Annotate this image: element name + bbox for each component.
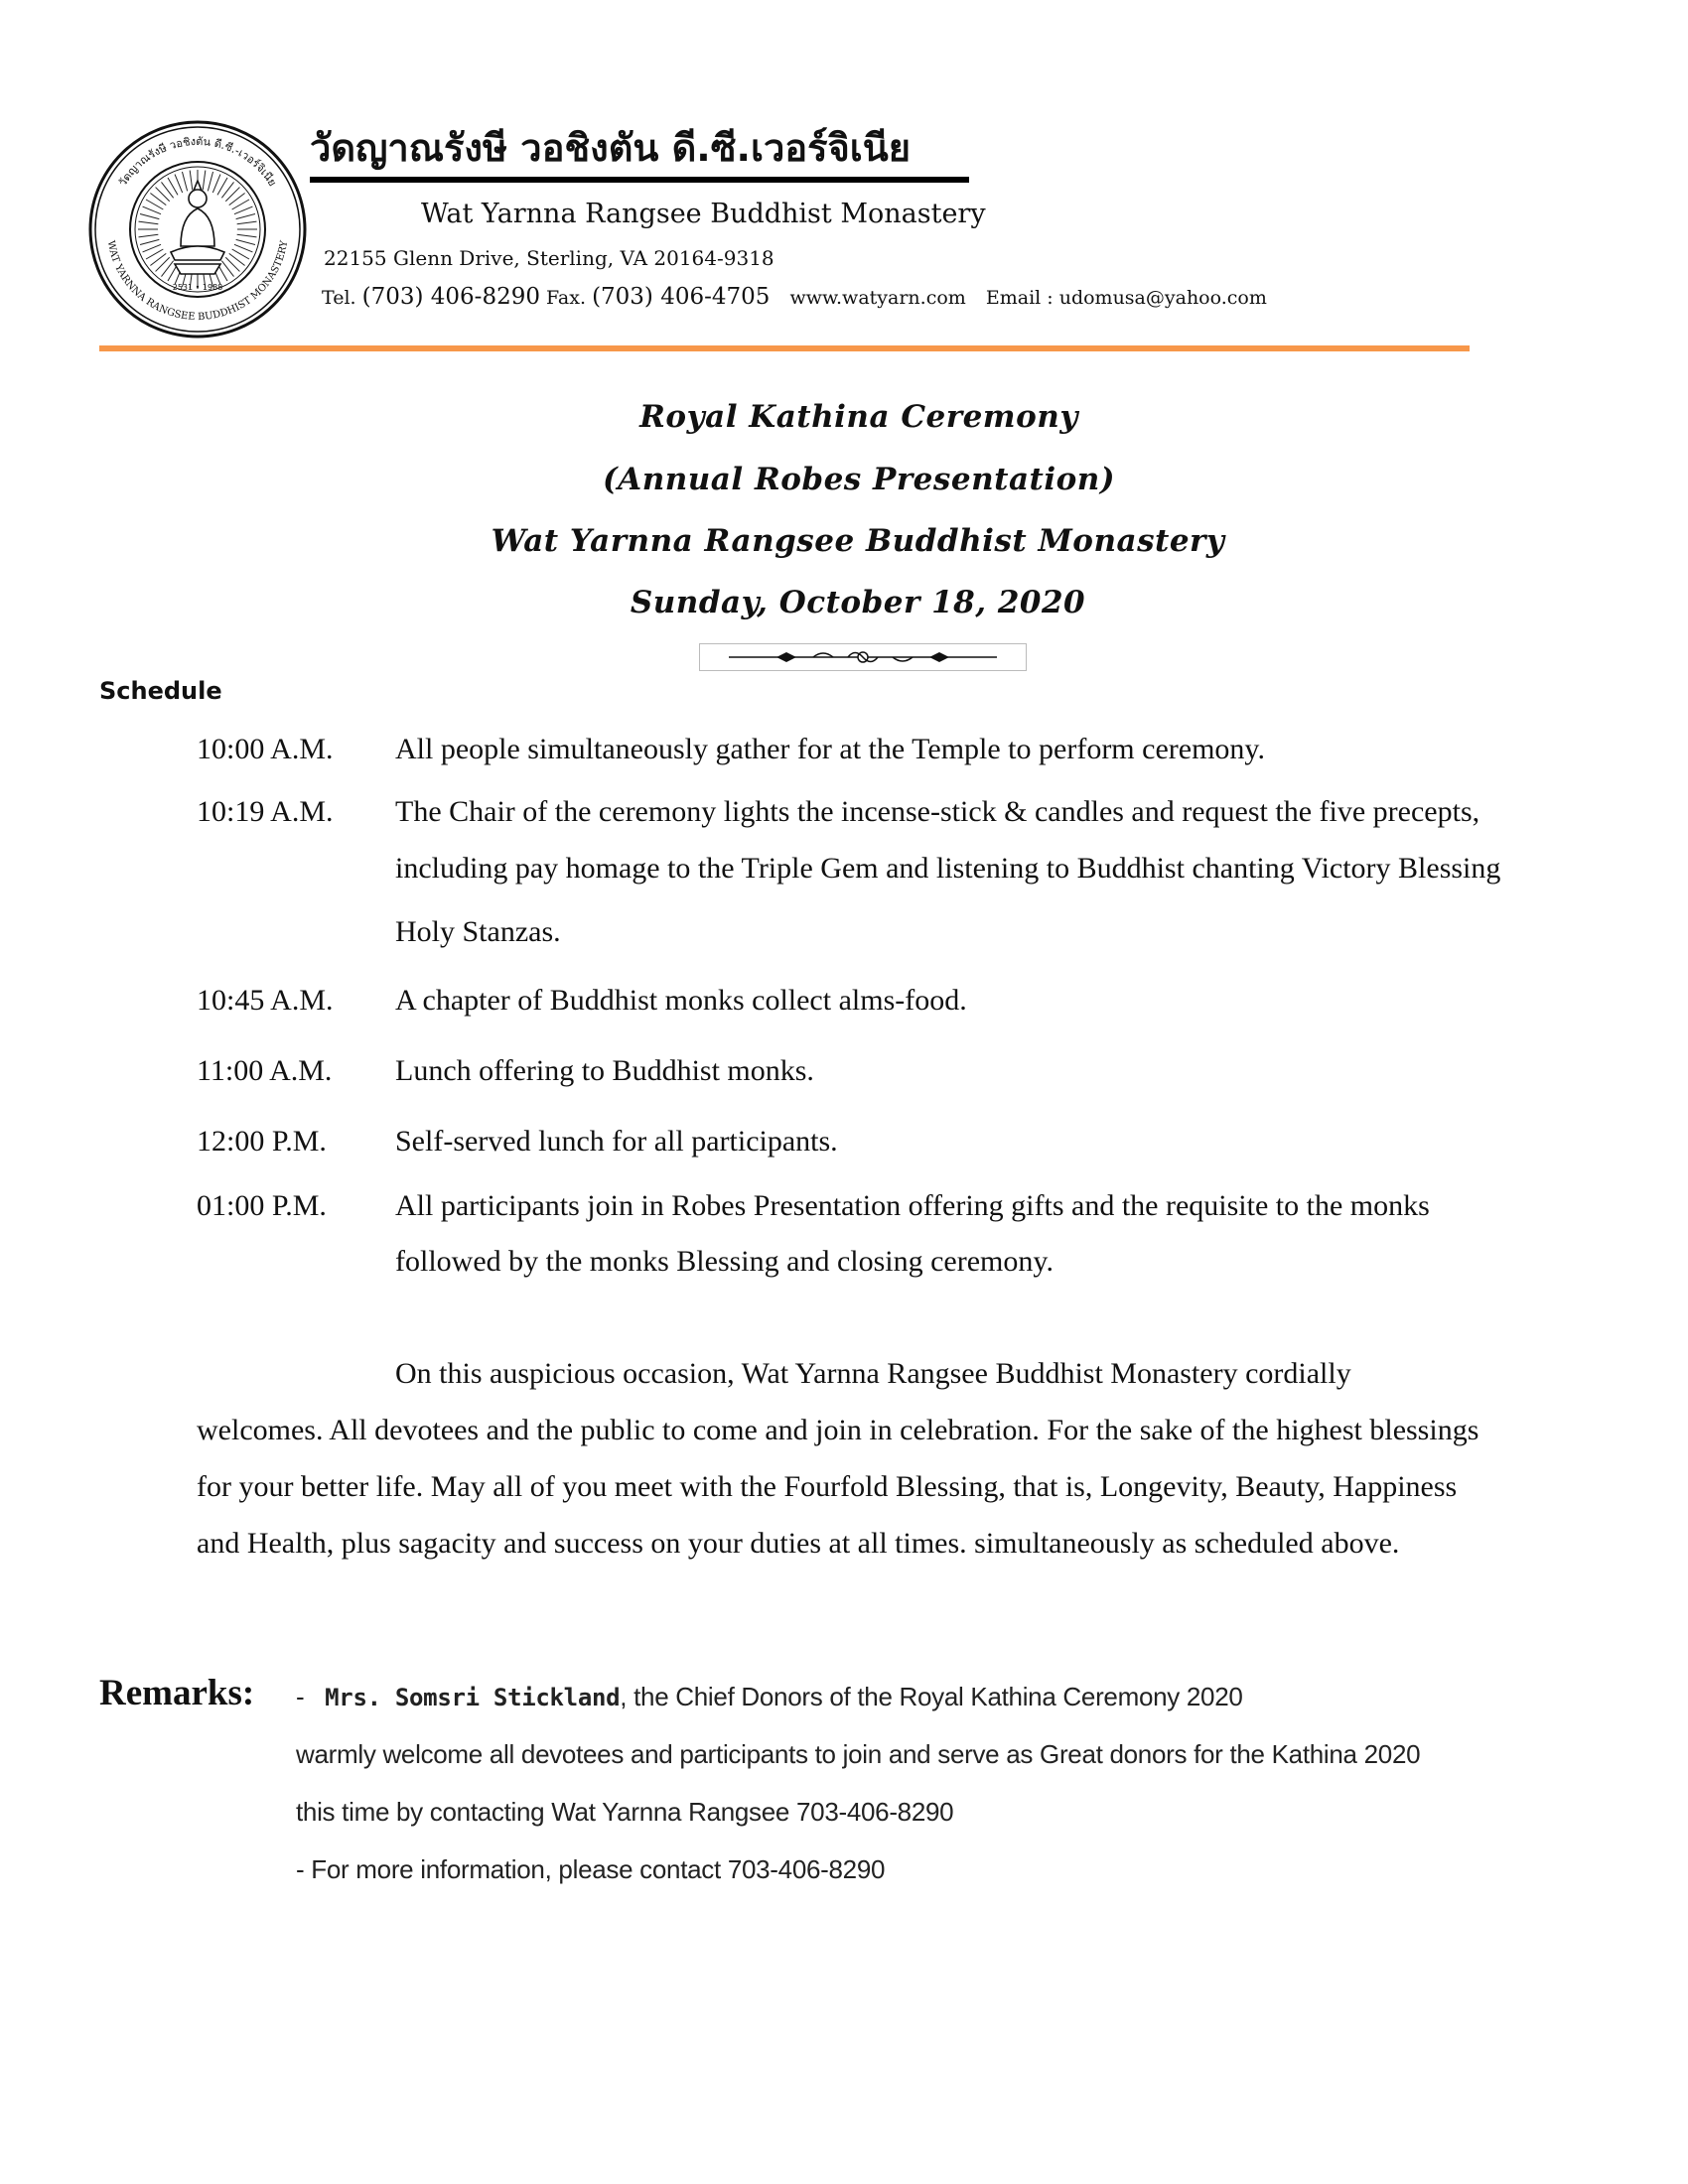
seal-ray bbox=[208, 172, 212, 191]
email-link[interactable]: udomusa@yahoo.com bbox=[1058, 287, 1267, 309]
remark-line: this time by contacting Wat Yarnna Rangsee 703-406-8290 bbox=[296, 1797, 954, 1827]
seal-ring-text-bottom: WAT YARNNA RANGSEE BUDDHIST MONASTERY bbox=[104, 239, 291, 324]
remarks-label: Remarks: bbox=[99, 1673, 255, 1713]
remark-line: - For more information, please contact 703-406-8290 bbox=[296, 1854, 886, 1884]
seal-ray bbox=[143, 244, 161, 252]
remark-text: , the Chief Donors of the Royal Kathina Ceremony 2020 bbox=[620, 1682, 1243, 1711]
seal-ray bbox=[140, 213, 159, 218]
remark-line bbox=[296, 1682, 1243, 1712]
ceremony-date: Sunday, October 18, 2020 bbox=[630, 585, 1086, 620]
seal-ray bbox=[203, 171, 206, 191]
ceremony-subtitle: (Annual Robes Presentation) bbox=[602, 462, 1116, 497]
seal-ray bbox=[140, 239, 159, 244]
fax-number: (703) 406-4705 bbox=[592, 284, 771, 310]
schedule-description: All participants join in Robes Presentation offering gifts and the requisite to the monks bbox=[395, 1189, 1430, 1222]
seal-ray bbox=[236, 213, 255, 218]
schedule-heading: Schedule bbox=[99, 677, 222, 705]
english-monastery-name: Wat Yarnna Rangsee Buddhist Monastery bbox=[421, 199, 986, 229]
welcome-paragraph-line: On this auspicious occasion, Wat Yarnna Rangsee Buddhist Monastery cordially bbox=[395, 1357, 1351, 1390]
email-label: Email : bbox=[985, 287, 1054, 309]
seal-ray bbox=[236, 239, 255, 244]
seal-ray bbox=[237, 221, 257, 224]
schedule-time: 11:00 A.M. bbox=[197, 1054, 333, 1087]
schedule-description: followed by the monks Blessing and closing ceremony. bbox=[395, 1245, 1054, 1278]
orange-divider bbox=[99, 345, 1470, 351]
schedule-time: 01:00 P.M. bbox=[197, 1189, 327, 1222]
schedule-description: including pay homage to the Triple Gem and listening to Buddhist chanting Victory Blessing bbox=[395, 852, 1501, 885]
address: 22155 Glenn Drive, Sterling, VA 20164-9318 bbox=[324, 246, 774, 270]
ceremony-host: Wat Yarnna Rangsee Buddhist Monastery bbox=[491, 523, 1225, 559]
tel-number: (703) 406-8290 bbox=[361, 284, 540, 310]
welcome-paragraph-line: for your better life. May all of you meet with the Fourfold Blessing, that is, Longevity, Beauty, Happiness bbox=[197, 1470, 1458, 1503]
seal-ray bbox=[143, 206, 161, 214]
buddha-icon bbox=[171, 181, 224, 274]
donor-name: Mrs. Somsri Stickland bbox=[325, 1684, 621, 1711]
schedule-description: Holy Stanzas. bbox=[395, 915, 561, 948]
remark-bullet: - bbox=[296, 1682, 305, 1711]
seal-ring-text-top: วัดญาณรังษี วอชิงตัน ดี.ซี.-เวอร์จิเนีย bbox=[115, 134, 280, 189]
schedule-description: Self-served lunch for all participants. bbox=[395, 1125, 838, 1158]
schedule-time: 10:00 A.M. bbox=[197, 733, 334, 765]
seal-ray bbox=[212, 175, 220, 193]
seal-ray bbox=[234, 244, 252, 252]
monastery-seal-logo bbox=[87, 119, 308, 340]
schedule-description: The Chair of the ceremony lights the incense-stick & candles and request the five precepts, bbox=[395, 795, 1480, 828]
schedule-time: 12:00 P.M. bbox=[197, 1125, 327, 1158]
tel-label: Tel. bbox=[322, 287, 356, 309]
welcome-paragraph-line: welcomes. All devotees and the public to come and join in celebration. For the sake of the highest blessings bbox=[197, 1414, 1479, 1446]
seal-ray bbox=[237, 234, 257, 237]
schedule-time: 10:45 A.M. bbox=[197, 984, 334, 1017]
remark-line: warmly welcome all devotees and participants to join and serve as Great donors for the Kathina 2020 bbox=[296, 1739, 1421, 1769]
welcome-paragraph-line: and Health, plus sagacity and success on your duties at all times. simultaneously as scheduled above. bbox=[197, 1527, 1400, 1560]
seal-ray bbox=[234, 206, 252, 214]
contact-line bbox=[322, 284, 1267, 310]
seal-year-label: 2531 • 1988 bbox=[172, 283, 223, 292]
seal-ray bbox=[139, 221, 159, 224]
schedule-description: A chapter of Buddhist monks collect alms-food. bbox=[395, 984, 967, 1017]
website-link[interactable]: www.watyarn.com bbox=[789, 287, 966, 309]
fax-label: Fax. bbox=[546, 287, 587, 309]
seal-ray bbox=[190, 171, 193, 191]
schedule-description: All people simultaneously gather for at the Temple to perform ceremony. bbox=[395, 733, 1265, 765]
ornament-divider-icon bbox=[699, 643, 1027, 671]
seal-ray bbox=[139, 234, 159, 237]
schedule-time: 10:19 A.M. bbox=[197, 795, 334, 828]
seal-ray bbox=[175, 175, 183, 193]
ceremony-title: Royal Kathina Ceremony bbox=[639, 399, 1078, 435]
thai-monastery-name: วัดญาณรังษี วอชิงตัน ดี.ซี.เวอร์จิเนีย bbox=[310, 126, 912, 170]
seal-ray bbox=[182, 172, 187, 191]
schedule-description: Lunch offering to Buddhist monks. bbox=[395, 1054, 814, 1087]
header-underline bbox=[310, 177, 969, 183]
